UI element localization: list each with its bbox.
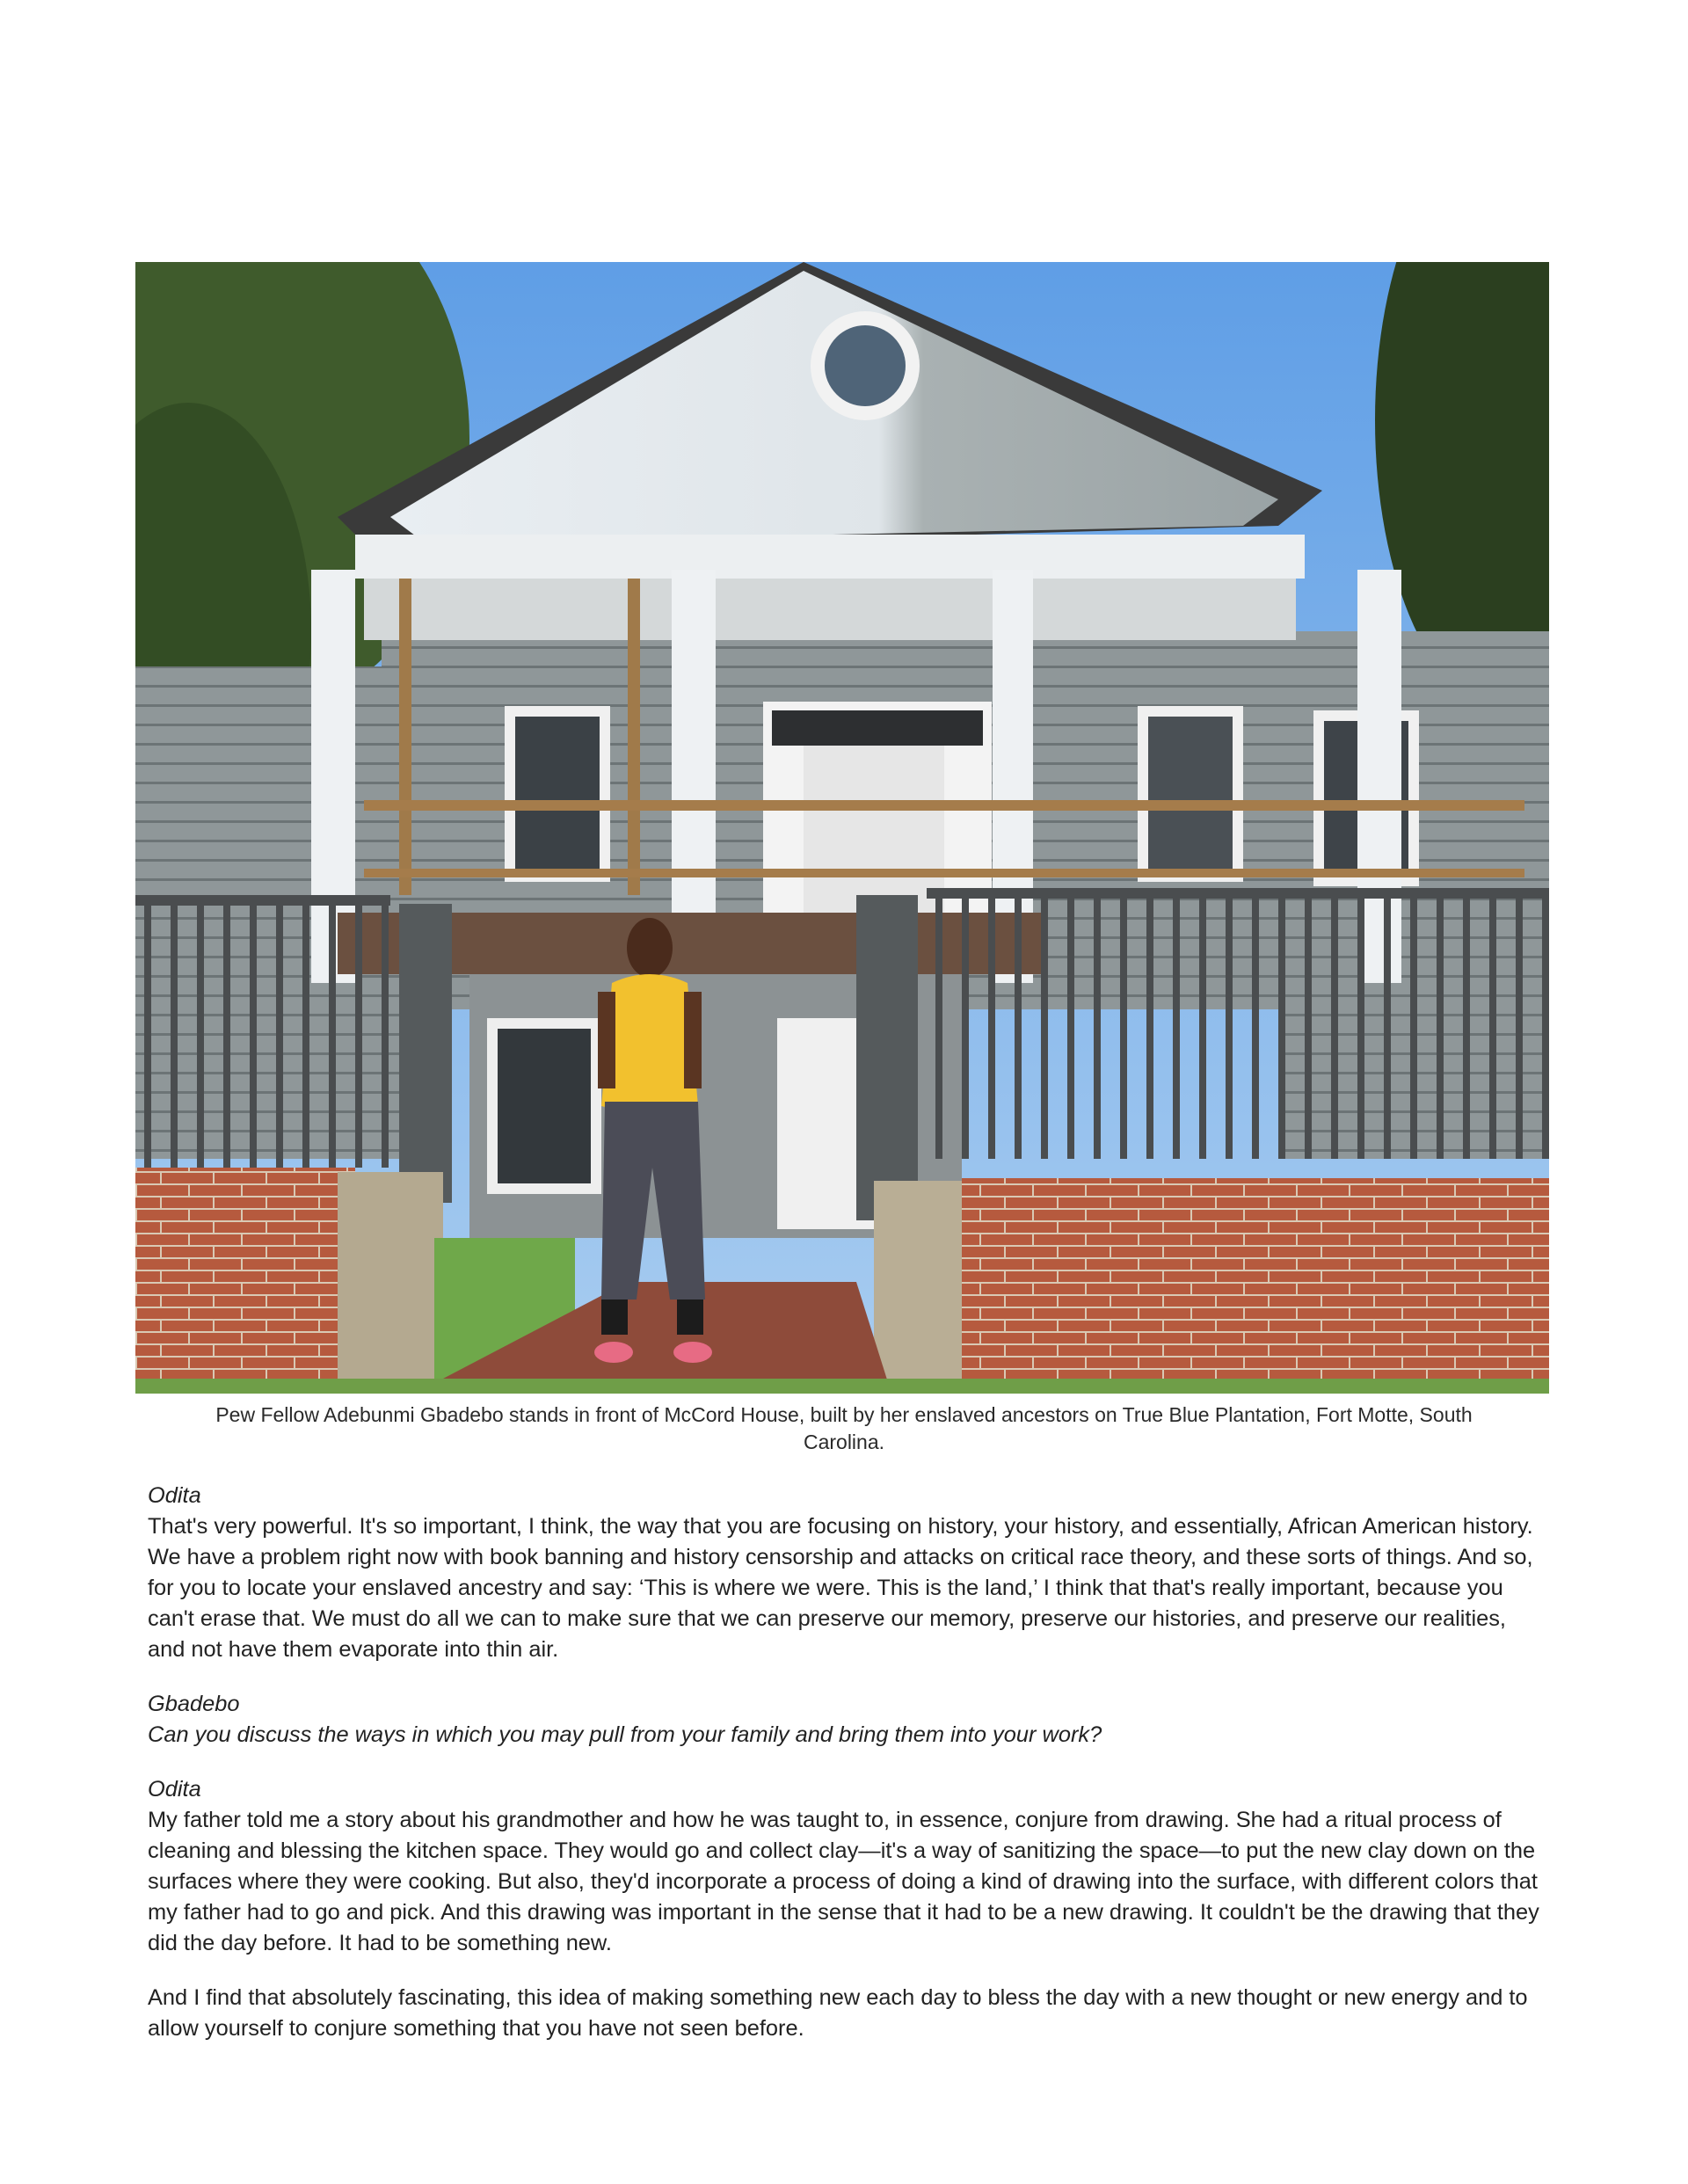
house-photograph [135,262,1549,1394]
dialogue-turn [148,1774,1547,1959]
dialogue-paragraph: That's very powerful. It's so important, I think, the way that you are focusing on history, your history, and essentially, African American history. We have a problem right now with book banning and history censorship and attacks on critical race theory, and these sorts of things. And so, for you to locate your enslaved ancestry and say: ‘This is where we were. This is the land,’ I think that that's really important, because you can't erase that. We must do all we can to make sure that we can preserve our memory, preserve our histories, and preserve our realities, and not have them evaporate into thin air. [148,1514,1533,1662]
speaker-name: Odita [148,1777,201,1802]
figure-caption: Pew Fellow Adebunmi Gbadebo stands in front of McCord House, built by her enslaved ancestors on True Blue Plantation, Fort Motte, South Carolina. [215,1403,1473,1453]
dialogue-paragraph: My father told me a story about his grandmother and how he was taught to, in essence, conjure from drawing. She had a ritual process of cleaning and blessing the kitchen space. They would go and collect clay—it's a way of sanitizing the space—to put the new clay down on the surfaces where they were cooking. But also, they'd incorporate a process of doing a kind of drawing into the surface, with different colors that my father had to go and pick. And this drawing was important in the sense that it had to be a new drawing. It couldn't be the drawing that they did the day before. It had to be something new. [148,1808,1539,1955]
dialogue-paragraph: And I find that absolutely fascinating, this idea of making something new each day to bless the day with a new thought or new energy and to allow yourself to conjure something that you have not seen before. [148,1985,1528,2041]
dialogue-turn [148,1481,1547,1665]
speaker-name: Odita [148,1483,201,1508]
speaker-name: Gbadebo [148,1692,240,1716]
interview-question: Can you discuss the ways in which you may pull from your family and bring them into your work? [148,1722,1102,1747]
photo-illustration [135,262,1549,1394]
dialogue-turn [148,1983,1547,2044]
dialogue-turn [148,1689,1547,1751]
interview-dialogue [148,1481,1547,2068]
